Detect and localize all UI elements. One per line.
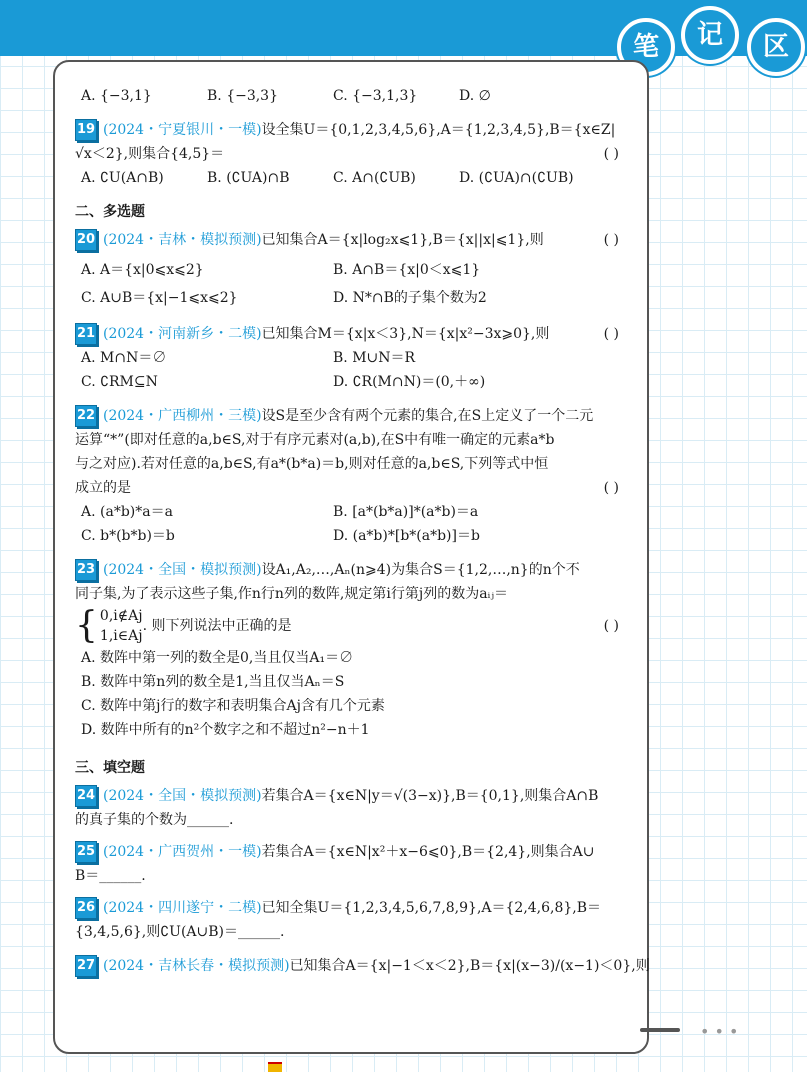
q24-source: (2024・全国・模拟预测): [103, 788, 262, 804]
q22-option-c: C. b*(b*b)＝b: [81, 528, 175, 544]
q18-option-a: A. {−3,1}: [81, 88, 152, 104]
q21-source: (2024・河南新乡・二模): [103, 326, 262, 342]
page-divider: [640, 1028, 680, 1032]
q24-number: 24: [75, 785, 97, 807]
q23-cases: [100, 606, 143, 646]
q21-options-row1: [75, 346, 631, 370]
q23-option-a: A. 数阵中第一列的数全是0,当且仅当A₁＝∅: [81, 650, 354, 666]
q19-option-a: A. ∁U(A∩B): [81, 170, 164, 186]
question-24: [75, 784, 631, 832]
q19-options: [75, 166, 631, 190]
q21-bracket: ( ): [603, 326, 619, 342]
question-26: [75, 896, 631, 944]
q20-option-c: C. A∪B＝{x|−1⩽x⩽2}: [81, 290, 238, 306]
q22-text-1: 设S是至少含有两个元素的集合,在S上定义了一个二元: [261, 408, 594, 424]
q26-source: (2024・四川遂宁・二模): [103, 900, 262, 916]
q21-option-c: C. ∁RM⊆N: [81, 374, 158, 390]
q22-options-row2: [75, 524, 631, 548]
q20-bracket: ( ): [603, 232, 619, 248]
q21-options-row2: [75, 370, 631, 394]
question-card: [53, 60, 649, 1054]
q22-options-row1: [75, 500, 631, 524]
q19-option-c: C. A∩(∁UB): [333, 170, 416, 186]
q27-number: 27: [75, 955, 97, 977]
q22-text-2: 运算“*”(即对任意的a,b∈S,对于有序元素对(a,b),在S中有唯一确定的元素a*b: [75, 432, 555, 448]
badge-ji: 记: [681, 6, 739, 64]
q26-text-2: {3,4,5,6},则∁U(A∪B)＝______.: [75, 924, 285, 940]
question-21: [75, 322, 631, 394]
question-27: [75, 954, 650, 978]
badge-bi: 笔: [617, 18, 675, 76]
q22-text-4: 成立的是: [75, 480, 131, 496]
q20-options-row1: [75, 258, 631, 282]
q21-option-b: B. M∪N＝R: [333, 350, 416, 366]
q27-text-1: 已知集合A＝{x|−1＜x＜2},B＝{x|(x−3)/(x−1)＜0},则: [289, 958, 650, 974]
q23-text-2: 同子集,为了表示这些子集,作n行n列的数阵,规定第i行第j列的数为aᵢⱼ＝: [75, 586, 509, 602]
q18-options: [75, 84, 631, 108]
q23-bracket: ( ): [603, 618, 619, 634]
q23-option-d: D. 数阵中所有的n²个数字之和不超过n²−n＋1: [81, 722, 370, 738]
q22-option-d: D. (a*b)*[b*(a*b)]＝b: [333, 528, 480, 544]
more-dots-icon: • • •: [700, 1022, 739, 1041]
q20-option-b: B. A∩B＝{x|0＜x⩽1}: [333, 262, 481, 278]
q21-option-a: A. M∩N＝∅: [81, 350, 167, 366]
q22-option-b: B. [a*(b*a)]*(a*b)＝a: [333, 504, 479, 520]
q23-text-3: . 则下列说法中正确的是: [142, 618, 292, 634]
q19-number: 19: [75, 119, 97, 141]
q22-text-3: 与之对应).若对任意的a,b∈S,有a*(b*a)＝b,则对任意的a,b∈S,下列等式中恒: [75, 456, 549, 472]
q23-option-b: B. 数阵中第n列的数全是1,当且仅当Aₙ＝S: [81, 674, 345, 690]
section-fill-blank: 三、填空题: [75, 760, 145, 776]
q20-source: (2024・吉林・模拟预测): [103, 232, 262, 248]
question-23: [75, 558, 631, 742]
question-19: [75, 118, 631, 190]
question-22: [75, 404, 631, 548]
q19-text-1: 设全集U＝{0,1,2,3,4,5,6},A＝{1,2,3,4,5},B＝{x∈Z|: [261, 122, 616, 138]
badge-qu: 区: [747, 18, 805, 76]
q20-number: 20: [75, 229, 97, 251]
q26-number: 26: [75, 897, 97, 919]
q20-option-a: A. A＝{x|0⩽x⩽2}: [81, 262, 204, 278]
q22-bracket: ( ): [603, 480, 619, 496]
question-content: [75, 84, 650, 978]
section-multiple-choice: 二、多选题: [75, 204, 145, 220]
q23-source: (2024・全国・模拟预测): [103, 562, 262, 578]
q21-text-1: 已知集合M＝{x|x＜3},N＝{x|x²−3x⩾0},则: [261, 326, 550, 342]
q20-option-d: D. N*∩B的子集个数为2: [333, 290, 487, 306]
bookmark-icon: [268, 1062, 282, 1072]
q23-case-2: 1,i∈Aj: [99, 628, 143, 644]
q18-option-c: C. {−3,1,3}: [333, 88, 418, 104]
q25-text-1: 若集合A＝{x∈N|x²＋x−6⩽0},B＝{2,4},则集合A∪: [261, 844, 595, 860]
q22-source: (2024・广西柳州・三模): [103, 408, 262, 424]
q24-text-1: 若集合A＝{x∈N|y＝√(3−x)},B＝{0,1},则集合A∩B: [261, 788, 599, 804]
q20-text-1: 已知集合A＝{x|log₂x⩽1},B＝{x||x|⩽1},则: [261, 232, 544, 248]
q21-option-d: D. ∁R(M∩N)＝(0,＋∞): [333, 374, 486, 390]
q27-source: (2024・吉林长春・模拟预测): [103, 958, 290, 974]
q23-brace: {: [75, 605, 98, 646]
q21-number: 21: [75, 323, 97, 345]
q19-bracket: ( ): [603, 146, 619, 162]
q23-number: 23: [75, 559, 97, 581]
q19-text-2: √x＜2},则集合{4,5}＝: [75, 146, 225, 162]
q19-source: (2024・宁夏银川・一模): [103, 122, 262, 138]
q20-options-row2: [75, 286, 631, 310]
q25-number: 25: [75, 841, 97, 863]
q18-option-b: B. {−3,3}: [207, 88, 278, 104]
question-20: [75, 228, 631, 310]
q23-option-c: C. 数阵中第j行的数字和表明集合Aj含有几个元素: [81, 698, 385, 714]
q25-text-2: B＝______.: [75, 868, 146, 884]
question-25: [75, 840, 631, 888]
q19-option-d: D. (∁UA)∩(∁UB): [459, 170, 574, 186]
q22-number: 22: [75, 405, 97, 427]
q25-source: (2024・广西贺州・一模): [103, 844, 262, 860]
q26-text-1: 已知全集U＝{1,2,3,4,5,6,7,8,9},A＝{2,4,6,8},B＝: [261, 900, 602, 916]
q23-text-1: 设A₁,A₂,…,Aₙ(n⩾4)为集合S＝{1,2,…,n}的n个不: [261, 562, 580, 578]
q22-option-a: A. (a*b)*a＝a: [81, 504, 173, 520]
q18-option-d: D. ∅: [459, 88, 491, 104]
q24-text-2: 的真子集的个数为______.: [75, 812, 234, 828]
q23-case-1: 0,i∉Aj: [99, 608, 143, 624]
q19-option-b: B. (∁UA)∩B: [207, 170, 290, 186]
